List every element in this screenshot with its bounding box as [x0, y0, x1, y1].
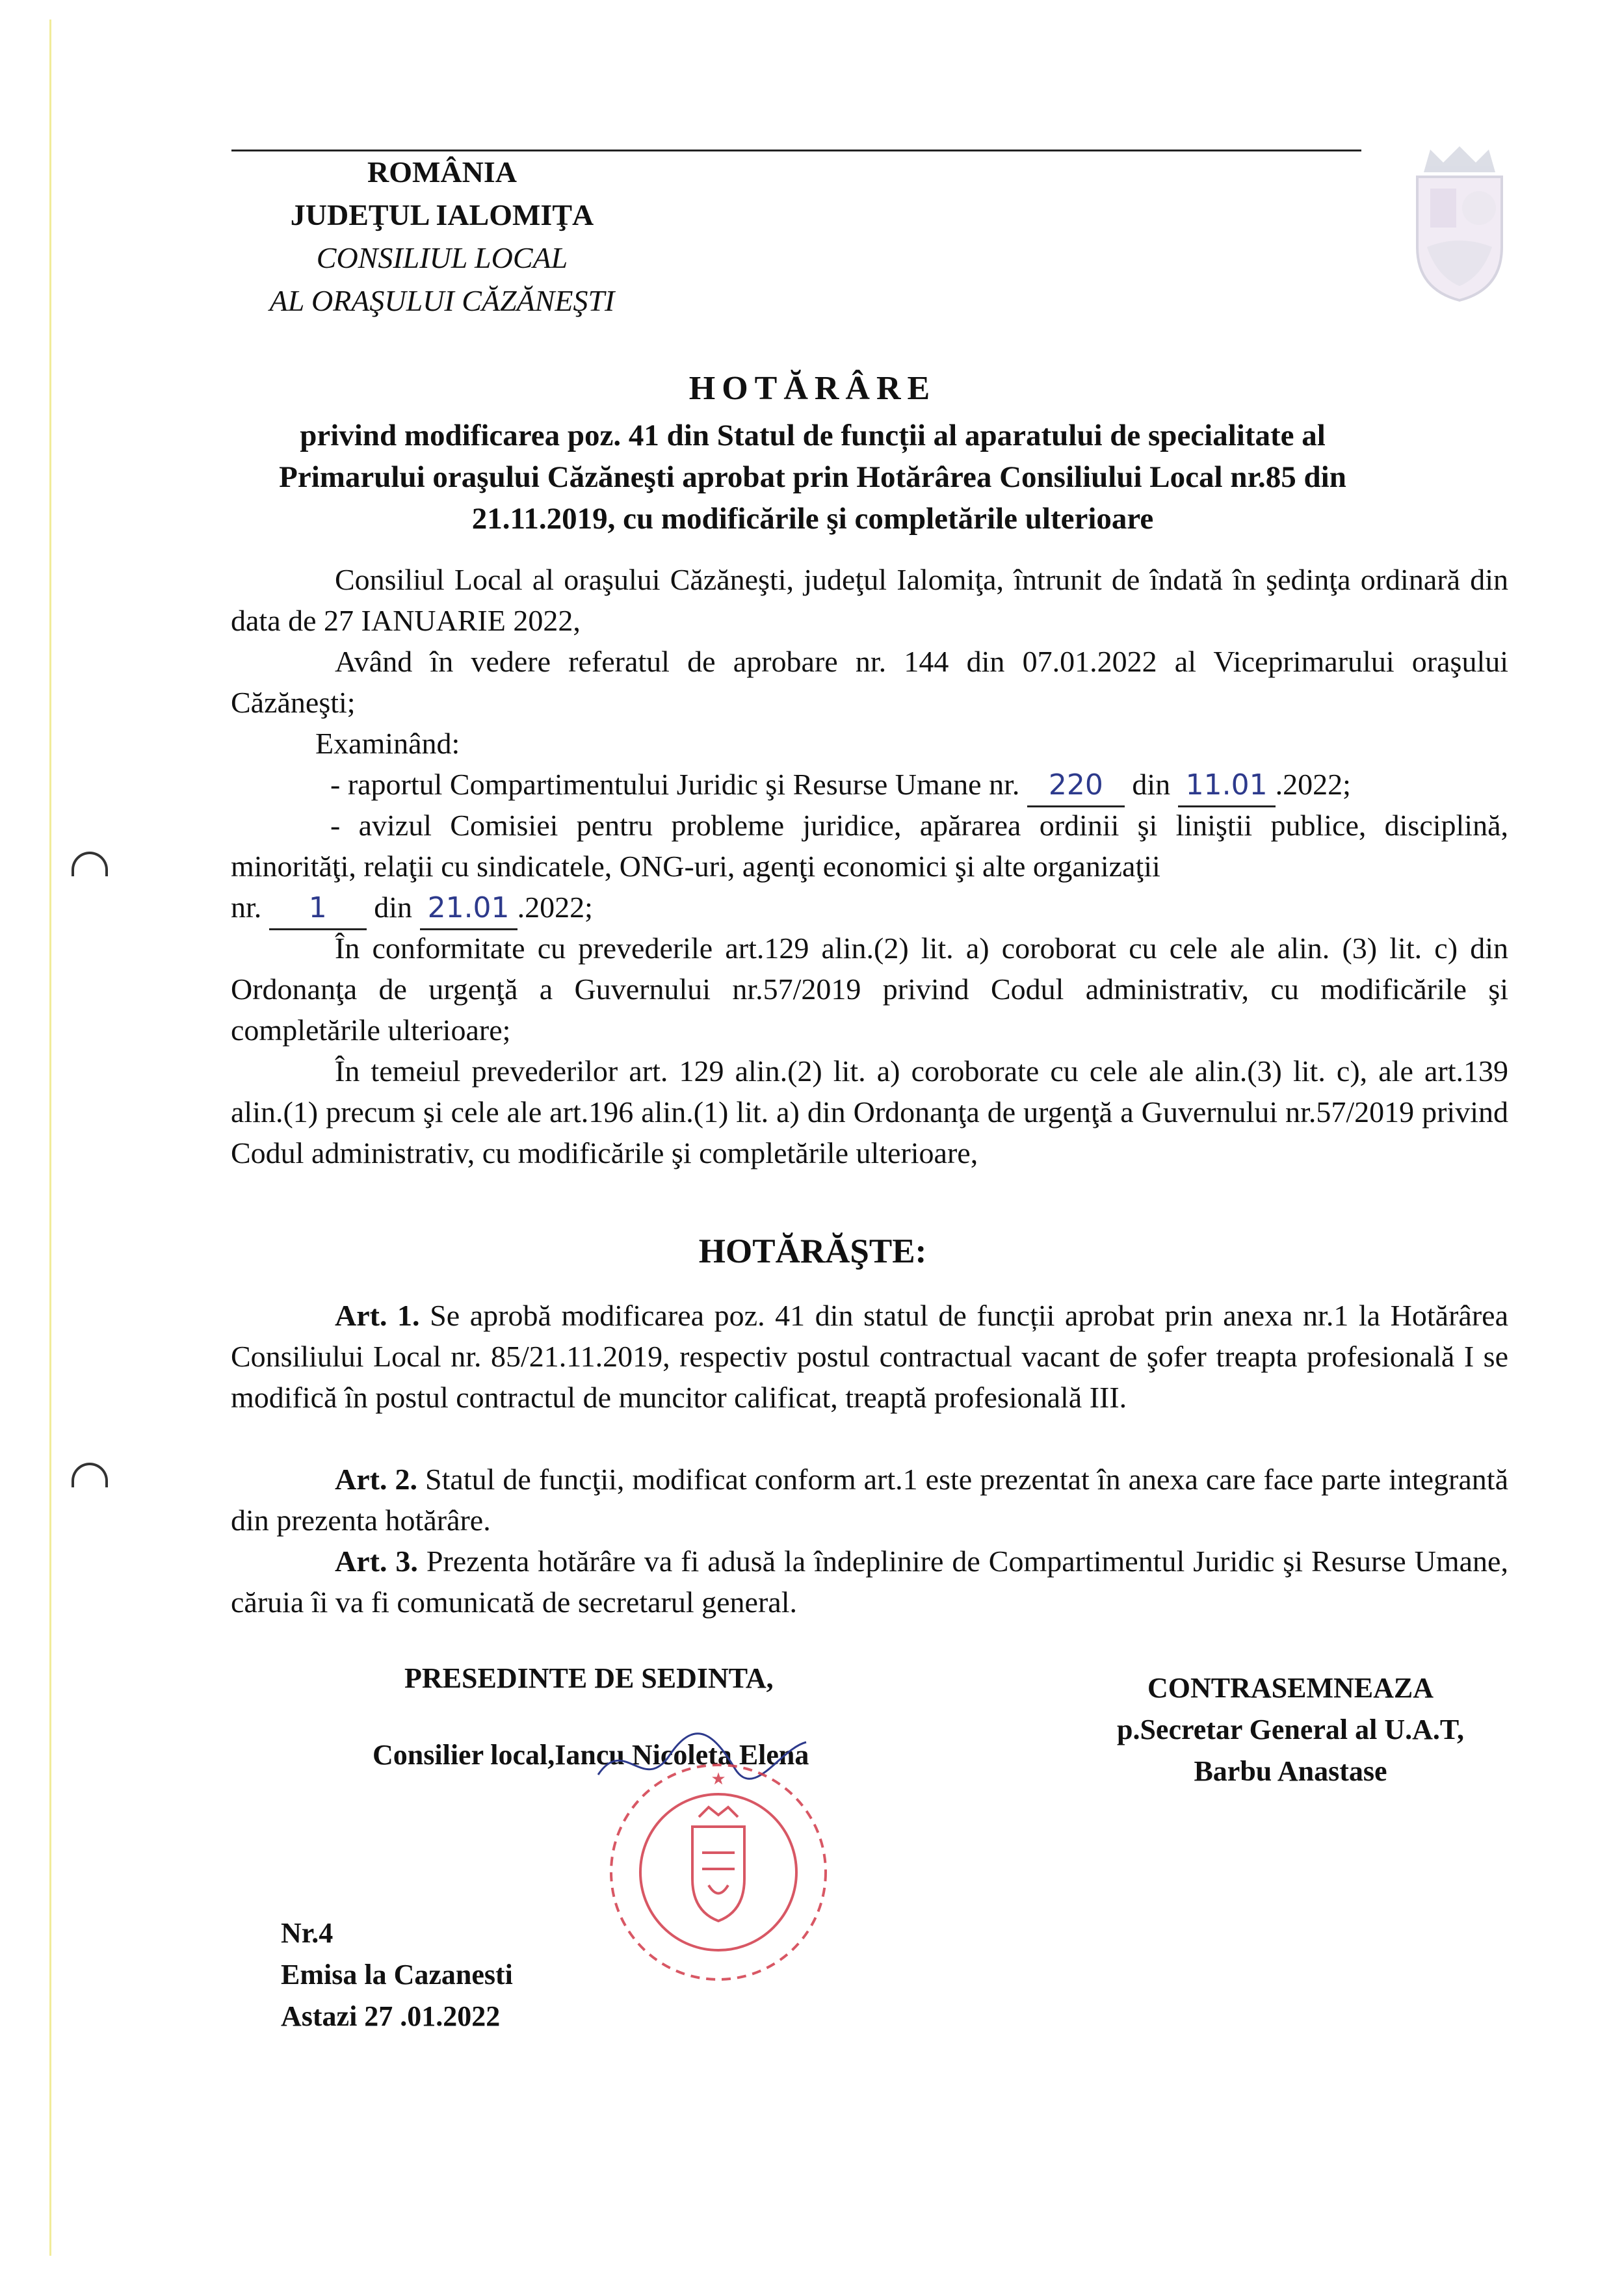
examining-label: Examinând: [315, 727, 460, 760]
report-suffix: .2022; [1275, 768, 1351, 801]
opinion-suffix: .2022; [517, 891, 593, 924]
subtitle-line: 21.11.2019, cu modificările şi completările ulterioare [471, 502, 1154, 536]
report-din: din [1132, 768, 1171, 801]
handwritten-report-number: 220 [1027, 764, 1125, 807]
preamble-paragraph: Având în vedere referatul de aprobare nr. 144 din 07.01.2022 al Viceprimarului oraşului Căzăneşti; [231, 645, 1508, 719]
letterhead [247, 151, 637, 322]
opinion-nr-prefix: nr. [231, 891, 262, 924]
article-text: Prezenta hotărâre va fi adusă la îndeplinire de Compartimentul Juridic şi Resurse Umane, căruia îi va fi comunicată de secretarul general. [231, 1545, 1508, 1619]
article-text: Statul de funcţii, modificat conform art.1 este prezentat în anexa care face parte integrantă din prezenta hotărâre. [231, 1463, 1508, 1537]
issued-date: Astazi 27 .01.2022 [281, 2000, 501, 2032]
footer-block [281, 1913, 513, 2037]
issued-place: Emisa la Cazanesti [281, 1959, 513, 1991]
article-2 [231, 1459, 1508, 1541]
punch-hole-mark [72, 1463, 108, 1487]
council-name-line1: CONSILIUL LOCAL [316, 241, 568, 274]
subtitle-line: privind modificarea poz. 41 din Statul de funcții al aparatului de specialitate al [300, 419, 1326, 452]
coat-of-arms-icon [1391, 137, 1528, 306]
countersign-title: CONTRASEMNEAZA [1147, 1672, 1434, 1704]
decision-heading: HOTĂRĂŞTE: [698, 1233, 927, 1270]
secretary-role: p.Secretar General al U.A.T, [1116, 1714, 1464, 1745]
margin-highlight-line [49, 20, 51, 2256]
chair-title: PRESEDINTE DE SEDINTA, [404, 1662, 774, 1694]
handwritten-opinion-date: 21.01 [420, 887, 517, 930]
subtitle-line: Primarului oraşului Căzăneşti aprobat prin Hotărârea Consiliului Local nr.85 din [279, 460, 1346, 494]
document-subtitle [228, 415, 1398, 540]
chair-name: Consilier local,Iancu Nicoleta Elena [373, 1739, 809, 1771]
article-1 [231, 1295, 1508, 1418]
handwritten-opinion-number: 1 [269, 887, 367, 930]
handwritten-report-date: 11.01 [1178, 764, 1276, 807]
article-label: Art. 2. [335, 1463, 417, 1496]
article-text: Se aprobă modificarea poz. 41 din statul de funcții aprobat prin anexa nr.1 la Hotărârea Consiliului Local nr. 85/21.11.2019, respectiv postul contractual vacant de şofer treapta profesională I se modifică în postul contractul de muncitor calificat, treaptă profesională III. [231, 1299, 1508, 1414]
council-name-line2: AL ORAŞULUI CĂZĂNEŞTI [269, 284, 615, 317]
report-reference [330, 764, 1351, 807]
legal-basis-paragraph: În conformitate cu prevederile art.129 alin.(2) lit. a) coroborat cu cele ale alin. (3) lit. c) din Ordonanţa de urgenţă a Guvernului nr.57/2019 privind Codul administrativ, cu modificările şi completările ulterioare; [231, 932, 1508, 1047]
committee-opinion: - avizul Comisiei pentru probleme juridice, apărarea ordinii şi liniştii publice, disciplină, minorităţi, relaţii cu sindicatele, ONG-uri, agenţi economici şi alte organizaţii [231, 809, 1508, 883]
secretary-name: Barbu Anastase [1194, 1755, 1387, 1787]
punch-hole-mark [72, 852, 108, 876]
county-name: JUDEŢUL IALOMIŢA [290, 198, 594, 231]
decision-number: Nr.4 [281, 1917, 334, 1949]
official-seal-stamp [588, 1755, 848, 1989]
countersign-block [1073, 1667, 1508, 1792]
committee-reference [231, 887, 593, 930]
article-label: Art. 3. [335, 1545, 418, 1578]
article-label: Art. 1. [335, 1299, 420, 1332]
report-prefix: - raportul Compartimentului Juridic şi Resurse Umane nr. [330, 768, 1020, 801]
document-title: HOTĂRÂRE [688, 370, 937, 407]
opinion-din: din [374, 891, 413, 924]
article-3 [231, 1541, 1508, 1623]
country-name: ROMÂNIA [367, 155, 517, 189]
stamp-star: ★ [711, 1769, 726, 1789]
preamble-paragraph: Consiliul Local al oraşului Căzăneşti, judeţul Ialomiţa, întrunit de îndată în şedinţa ordinară din data de 27 IANUARIE 2022, [231, 563, 1508, 637]
legal-grounds-paragraph: În temeiul prevederilor art. 129 alin.(2) lit. a) coroborate cu cele ale alin.(3) lit. c), ale art.139 alin.(1) precum şi cele ale art.196 alin.(1) lit. a) din Ordonanţa de urgenţă a Guvernului nr.57/2019 privind Codul administrativ, cu modificările şi completările ulterioare, [231, 1054, 1508, 1169]
